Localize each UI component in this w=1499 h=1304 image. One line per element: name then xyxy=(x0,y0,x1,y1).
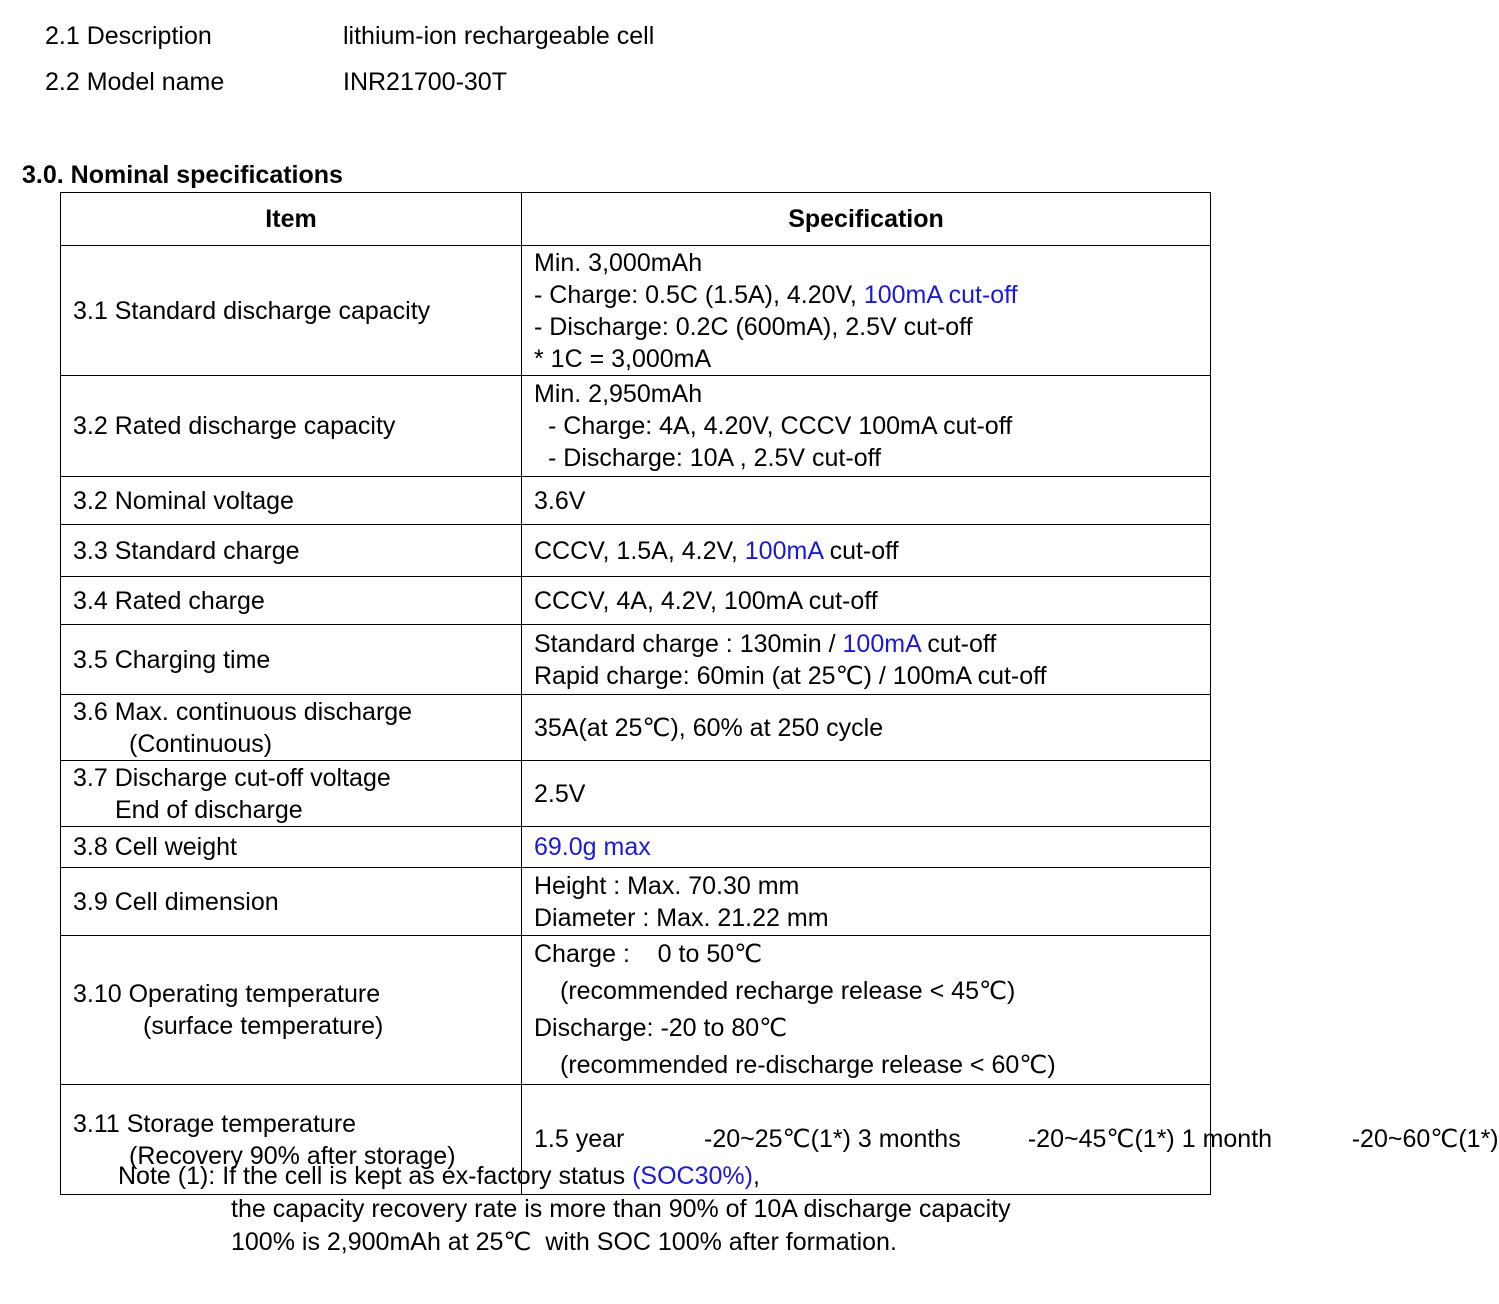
spec-cell: 2.5V xyxy=(522,761,1211,827)
storage-period: 1 month xyxy=(1181,1125,1273,1153)
spec-line: Charge : 0 to 50℃ xyxy=(534,940,763,968)
item-line: (Recovery 90% after storage) xyxy=(129,1141,456,1170)
item-cell xyxy=(61,695,522,761)
storage-range: -20~45℃(1*) xyxy=(1027,1125,1175,1153)
table-row xyxy=(61,376,1211,477)
storage-line xyxy=(1182,1121,1499,1158)
spec-cell xyxy=(522,525,1211,577)
item-line: (Continuous) xyxy=(129,729,273,758)
footnote-text: Note (1): If the cell is kept as ex-factory status xyxy=(118,1162,633,1190)
spec-cell: CCCV, 4A, 4.2V, 100mA cut-off xyxy=(522,577,1211,625)
item-line: 3.10 Operating temperature xyxy=(73,980,381,1008)
table-row xyxy=(61,868,1211,936)
spec-line: - Charge: 4A, 4.20V, CCCV 100mA cut-off xyxy=(548,412,1013,440)
model-name-value: INR21700-30T xyxy=(343,68,507,96)
specifications-table xyxy=(60,192,1499,1195)
footnote xyxy=(118,1160,1011,1259)
spec-cell: 3.6V xyxy=(522,477,1211,525)
item-line: 3.11 Storage temperature xyxy=(73,1109,357,1138)
spec-text: cut-off xyxy=(822,536,899,565)
spec-line: Min. 2,950mAh xyxy=(534,380,703,408)
table-row xyxy=(61,695,1211,761)
footnote-line: 100% is 2,900mAh at 25℃ with SOC 100% after formation. xyxy=(231,1228,897,1256)
table-row xyxy=(61,761,1211,827)
footnote-line xyxy=(118,1160,1011,1193)
table-header-row xyxy=(61,193,1211,246)
table-row xyxy=(61,625,1211,695)
item-line: End of discharge xyxy=(115,795,303,824)
spec-cell xyxy=(522,868,1211,936)
item-cell: 3.5 Charging time xyxy=(61,625,522,695)
model-name-label: 2.2 Model name xyxy=(45,68,225,96)
spec-line: * 1C = 3,000mA xyxy=(534,344,712,373)
spec-line: (recommended recharge release < 45℃) xyxy=(560,977,1016,1005)
spec-line: - Discharge: 10A , 2.5V cut-off xyxy=(548,444,882,472)
spec-cell xyxy=(522,246,1211,376)
storage-line xyxy=(534,1121,851,1158)
storage-period: 3 months xyxy=(857,1125,961,1153)
spec-line xyxy=(534,279,1198,311)
item-line: 3.6 Max. continuous discharge xyxy=(73,697,413,726)
item-line: (surface temperature) xyxy=(143,1012,384,1040)
spec-text: - Charge: 0.5C (1.5A), 4.20V, xyxy=(534,280,864,309)
spec-text: CCCV, 1.5A, 4.2V, xyxy=(534,536,745,565)
spec-line: Rapid charge: 60min (at 25℃) / 100mA cut-off xyxy=(534,661,1047,690)
spec-cell xyxy=(522,625,1211,695)
item-cell: 3.2 Nominal voltage xyxy=(61,477,522,525)
table-row xyxy=(61,477,1211,525)
item-cell xyxy=(61,936,522,1085)
spec-text: Standard charge : 130min / xyxy=(534,629,843,658)
storage-line xyxy=(858,1121,1175,1158)
item-cell xyxy=(61,761,522,827)
storage-range: -20~60℃(1*) xyxy=(1351,1125,1499,1153)
storage-range: -20~25℃(1*) xyxy=(704,1125,851,1153)
item-cell: 3.9 Cell dimension xyxy=(61,868,522,936)
table-row xyxy=(61,525,1211,577)
spec-text: cut-off xyxy=(920,629,997,658)
item-cell: 3.1 Standard discharge capacity xyxy=(61,246,522,376)
table-row xyxy=(61,936,1211,1085)
highlight-text: (SOC30%) xyxy=(632,1162,753,1190)
footnote-text: , xyxy=(752,1162,760,1190)
header-item: Item xyxy=(61,193,522,246)
spec-line xyxy=(534,628,1198,660)
highlight-text: 100mA cut-off xyxy=(863,280,1018,309)
description-label: 2.1 Description xyxy=(45,22,212,50)
item-line: 3.7 Discharge cut-off voltage xyxy=(73,763,391,792)
spec-line: - Discharge: 0.2C (600mA), 2.5V cut-off xyxy=(534,312,973,341)
item-cell: 3.2 Rated discharge capacity xyxy=(61,376,522,477)
item-cell: 3.3 Standard charge xyxy=(61,525,522,577)
item-cell: 3.4 Rated charge xyxy=(61,577,522,625)
spec-cell: 35A(at 25℃), 60% at 250 cycle xyxy=(522,695,1211,761)
spec-line: Diameter : Max. 21.22 mm xyxy=(534,903,829,932)
highlight-text: 100mA xyxy=(842,629,921,658)
spec-line: Discharge: -20 to 80℃ xyxy=(534,1014,788,1042)
spec-cell xyxy=(522,376,1211,477)
storage-period: 1.5 year xyxy=(534,1125,625,1153)
spec-line: (recommended re-discharge release < 60℃) xyxy=(560,1051,1056,1079)
table-row xyxy=(61,827,1211,868)
section-title: 3.0. Nominal specifications xyxy=(22,161,343,189)
footnote-line: the capacity recovery rate is more than 90% of 10A discharge capacity xyxy=(231,1195,1011,1223)
highlight-text: 100mA xyxy=(744,536,823,565)
spec-line: Min. 3,000mAh xyxy=(534,248,703,277)
description-value: lithium-ion rechargeable cell xyxy=(343,22,655,50)
table-row xyxy=(61,246,1211,376)
spec-cell xyxy=(522,936,1211,1085)
header-specification: Specification xyxy=(522,193,1211,246)
spec-line: Height : Max. 70.30 mm xyxy=(534,871,800,900)
spec-cell: 69.0g max xyxy=(522,827,1211,868)
table-row xyxy=(61,577,1211,625)
item-cell: 3.8 Cell weight xyxy=(61,827,522,868)
